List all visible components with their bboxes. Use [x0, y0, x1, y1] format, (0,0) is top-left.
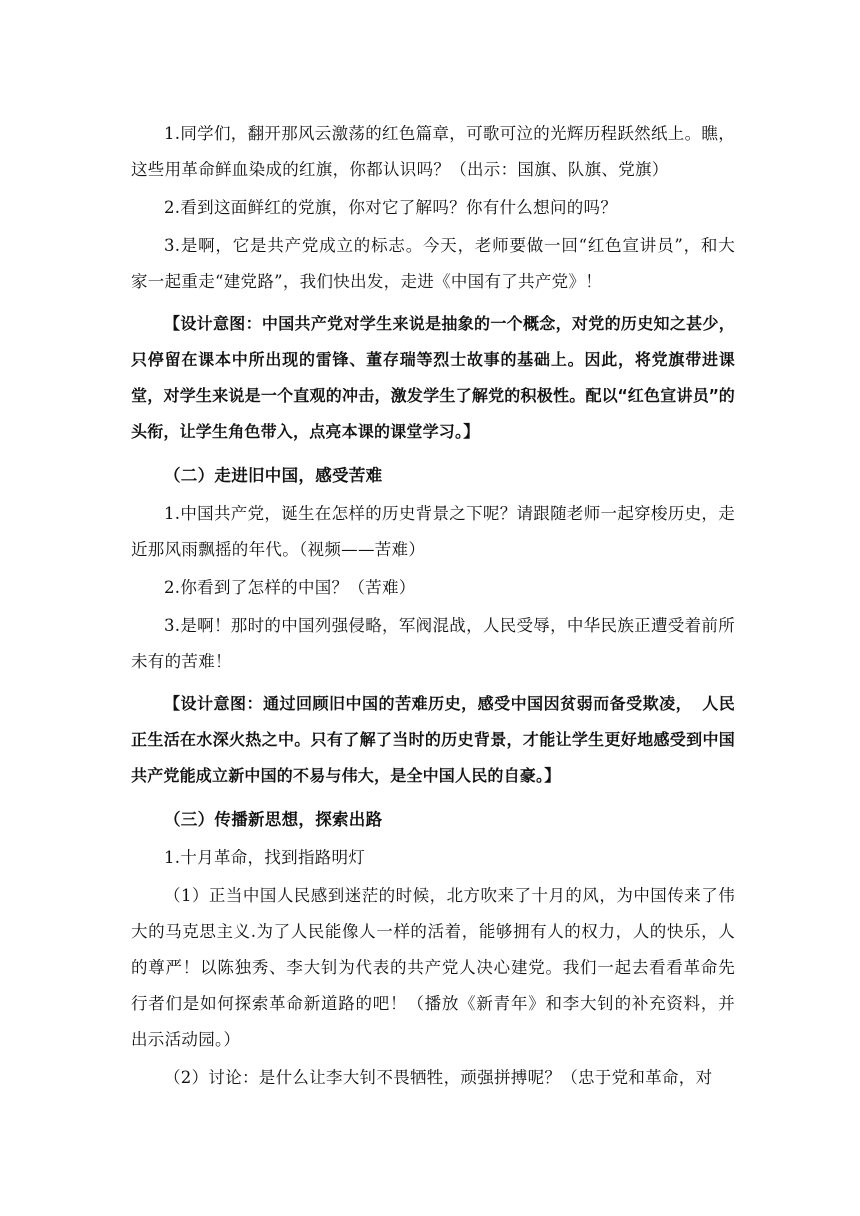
- section2-paragraph-1: 1.中国共产党，诞生在怎样的历史背景之下呢？请跟随老师一起穿梭历史，走近那风雨飘摇的年代。（视频——苦难）: [131, 504, 735, 559]
- design-intent-note-1: 【设计意图：中国共产党对学生来说是抽象的一个概念，对党的历史知之甚少，只停留在课本中所出现的雷锋、董存瑞等烈士故事的基础上。因此，将党旗带进课堂，对学生来说是一个直观的冲击，激发学生了解党的积极性。配以“红色宣讲员”的头衔，让学生角色带入，点亮本课的课堂学习。】: [131, 314, 735, 441]
- intro-paragraph-2: 2.看到这面鲜红的党旗，你对它了解吗？你有什么想问的吗？: [164, 198, 618, 217]
- section-heading-2: （二）走进旧中国，感受苦难: [164, 466, 383, 485]
- intro-paragraph-1: 1.同学们，翻开那风云激荡的红色篇章，可歌可泣的光辉历程跃然纸上。瞧，这些用革命鲜血染成的红旗，你都认识吗？（出示：国旗、队旗、党旗）: [131, 124, 735, 179]
- section3-paragraph-1: （1）正当中国人民感到迷茫的时候，北方吹来了十月的风，为中国传来了伟大的马克思主义.为了人民能像人一样的活着，能够拥有人的权力，人的快乐，人的尊严！以陈独秀、李大钊为代表的共产党人决心建党。我们一起去看看革命先行者们是如何探索革命新道路的吧！（播放《新青年》和李大钊的补充资料，并出示活动园。）: [131, 886, 735, 1049]
- section3-paragraph-2: （2）讨论：是什么让李大钊不畏牺牲，顽强拼搏呢？（忠于党和革命，对: [164, 1068, 713, 1087]
- section2-paragraph-2: 2.你看到了怎样的中国？（苦难）: [164, 578, 416, 597]
- intro-paragraph-3: 3.是啊，它是共产党成立的标志。今天，老师要做一回“红色宣讲员”，和大家一起重走“建党路”，我们快出发，走进《中国有了共产党》！: [131, 236, 735, 291]
- section2-paragraph-3: 3.是啊！那时的中国列强侵略，军阀混战，人民受辱，中华民族正遭受着前所未有的苦难！: [131, 616, 735, 671]
- section3-subheading: 1.十月革命，找到指路明灯: [164, 848, 366, 867]
- section-heading-3: （三）传播新思想，探索出路: [164, 810, 383, 829]
- design-intent-note-2: 【设计意图：通过回顾旧中国的苦难历史，感受中国因贫弱而备受欺凌， 人民正生活在水深火热之中。只有了解了当时的历史背景，才能让学生更好地感受到中国共产党能成立新中国的不易与伟大，是全中国人民的自豪。】: [131, 694, 735, 785]
